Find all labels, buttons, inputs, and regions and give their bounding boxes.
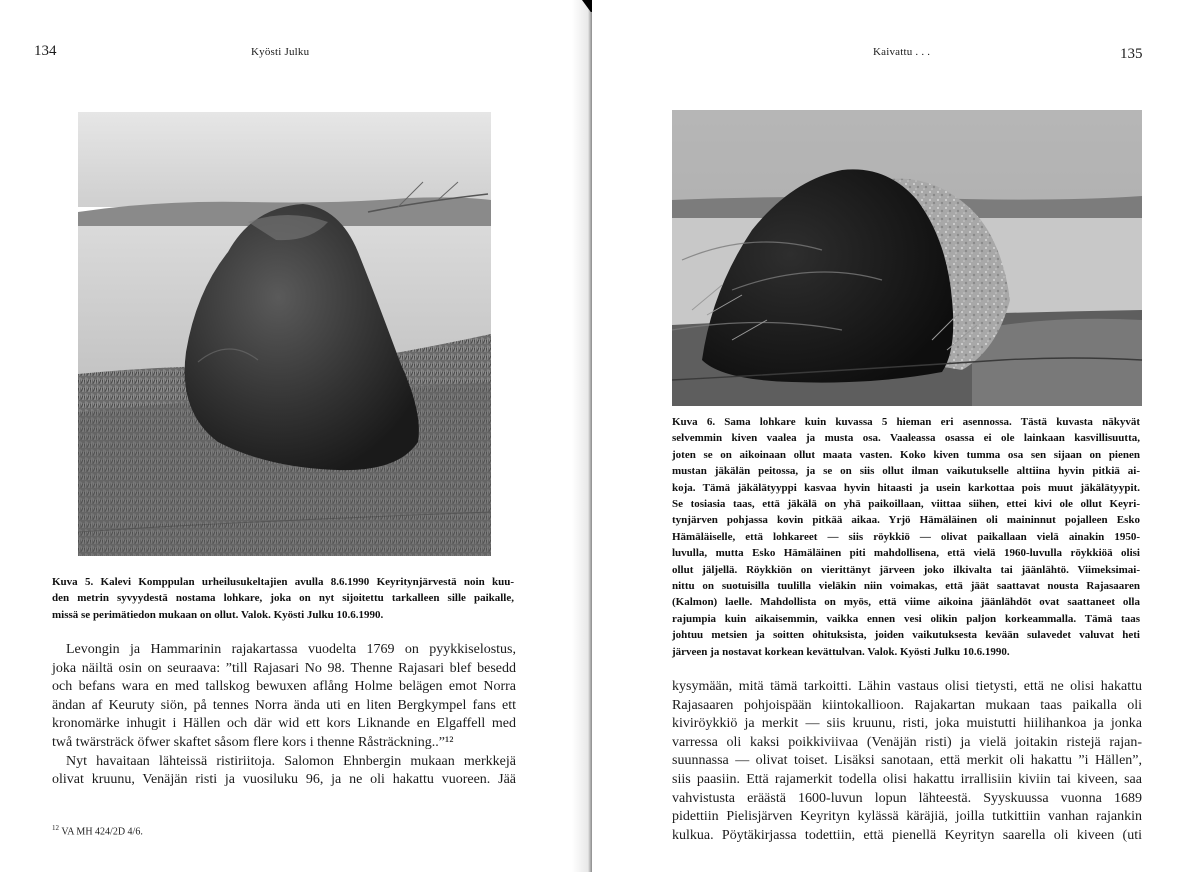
caption-line: Kuva 5. Kalevi Komppulan urheilusukeltajien avulla 8.6.1990 Keyritynjärvestä noin kuu- (52, 576, 514, 588)
caption-line: ollut jäljellä. Röykkiön on vierittänyt järveen joko ilkivalta tai jäänlähtö. Viimeksimai- (672, 563, 1140, 576)
text-line: olivat kruunu, Venäjän risti ja vuosiluku 96, ja ne oli hakattu vuoreen. Jää (52, 772, 516, 788)
caption-line: luvulla, mutta Esko Hämäläinen piti mahdollisena, että vielä 1960-luvulla röykkiöä olisi (672, 547, 1140, 560)
text-line: pidettiin Pielisjärven Keyrityn kylässä käräjiä, joilla tutkittiin vanhan rajankin (672, 809, 1142, 825)
caption-line: Kuva 6. Sama lohkare kuin kuvassa 5 hieman eri asennossa. Tästä kuvasta näkyvät (672, 416, 1140, 428)
text-line: joka näiltä osin on seuraava: ”till Rajasari No 98. Thenne Rajasari blef besedd (52, 660, 516, 676)
text-line: siis paasiin. Että rajamerkit todella olisi hakattu irrallisiin kiviin tai kiveen, saa (672, 771, 1142, 787)
figure-caption-right (672, 414, 1140, 660)
text-line: twå twärsträck öfwer skaftet såsom flere kors i thenne Råsträckning..”¹² (52, 734, 454, 750)
caption-line: (Kalmon) laelle. Mahdollista on myös, että viime aikoina jäänlähdöt ovat saattaneet olla (672, 596, 1140, 609)
text-line: kysymään, mitä tämä tarkoitti. Lähin vastaus olisi tietysti, että ne olisi hakattu (672, 679, 1142, 694)
caption-line: missä se perimätiedon mukaan on ollut. Valok. Kyösti Julku 10.6.1990. (52, 608, 384, 621)
page-number-left: 134 (34, 43, 57, 59)
caption-line: den metrin syvyydestä nostama lohkare, joka on nyt sijoitettu tarkalleen sille paikalle, (52, 592, 514, 605)
photo-boulder-tilted-icon (672, 110, 1142, 406)
text-line: kiviröykkiö ja merkit — siis kruunu, risti, joka muistutti hiilihankoa ja jonka (672, 716, 1142, 732)
caption-line: nittu on suotuisilla tuulilla vieläkin niin voimakas, että jäät saattavat nousta Rajasaaren (672, 580, 1140, 593)
caption-line: selvemmin kiven vaalea ja musta osa. Vaaleassa osassa ei ole lainkaan kasvillisuutta, (672, 432, 1140, 445)
text-line: varressa oli kaksi poikkiviivaa (Venäjän risti) ja vielä joitakin ristejä rajan- (672, 734, 1142, 750)
figure-caption-left (52, 574, 514, 623)
caption-line: mustan jäkälän peitossa, ja se on siis ollut ilman vaikutukselle alttiina hyvin pitkiä ai- (672, 465, 1140, 478)
page-number-right: 135 (1120, 46, 1143, 62)
text-line: kronomärke inhugit i Hällen och där wid ett kors Liknande en Elgaffell med (52, 716, 516, 732)
left-page (0, 0, 588, 872)
text-line: Levongin ja Hammarinin rajakartassa vuodelta 1769 on pyykkiselostus, (66, 642, 516, 657)
caption-line: Se tosiasia taas, että jäkälä on yhä paikoillaan, viittaa siihen, ettei kivi ole ollut Keyri- (672, 498, 1140, 511)
caption-line: johtuu metsien ja soitten ohituksista, joiden vaikutuksesta kevään sulavedet valuvat heti (672, 629, 1140, 642)
body-text-right (672, 678, 1142, 845)
text-line: ändan af Keuruty siön, på tennes Norra ända uti en liten Bergkympel fans ett (52, 697, 516, 713)
running-head-left: Kyösti Julku (251, 46, 310, 58)
right-page (592, 0, 1200, 872)
running-head-right: Kaivattu . . . (873, 46, 931, 58)
text-line: och befans wara en med tallskog bewuxen aflång Holme belägen emot Norra (52, 679, 516, 695)
footnote (52, 824, 143, 837)
caption-line: joten se on aikoinaan ollut maata vasten. Koko kiven tumma osa sen sijaan on pienen (672, 448, 1140, 461)
text-line: suunnassa — olivat toiset. Lisäksi sanotaan, että merkit oli hakattu ”i Hällen”, (672, 753, 1142, 769)
caption-line: tynjärven pohjassa kovin pitkää aikaa. Yrjö Hämäläinen oli maininnut pojalleen Esko (672, 514, 1140, 527)
body-text-left (52, 641, 516, 790)
text-line: kulkua. Pöytäkirjassa todettiin, että pienellä Keyrityn saarella oli kiveen (uti (672, 827, 1142, 843)
caption-line: rajumpia kuin aikaisemmin, vaikka ennen vesi olikin paljon korkeammalla. Tämä taas (672, 612, 1140, 625)
caption-line: järveen ja nostavat korkean kevättulvan. Valok. Kyösti Julku 10.6.1990. (672, 645, 1010, 658)
text-line: Nyt havaitaan lähteissä ristiriitoja. Salomon Ehnbergin mukaan merkkejä (66, 753, 516, 769)
photo-boulder-lake-icon (78, 112, 491, 556)
text-line: vahvistusta eräästä 1600-luvun lopun lähteestä. Syyskuussa vuonna 1689 (672, 790, 1142, 806)
footnote-text: VA MH 424/2D 4/6. (61, 826, 143, 838)
footnote-marker: 12 (52, 824, 59, 832)
caption-line: koja. Tämä jäkälätyyppi kasvaa hyvin hitaasti ja usein karkottaa pois muut jäkälätyypit. (672, 481, 1140, 494)
caption-line: Hämäläiselle, että lohkareet — siis röykkiö — olivat paikallaan vielä ainakin 1950- (672, 530, 1140, 543)
text-line: Rajasaaren pohjoispään kiintokallioon. Rajakartan mukaan taas paikalla oli (672, 697, 1142, 713)
